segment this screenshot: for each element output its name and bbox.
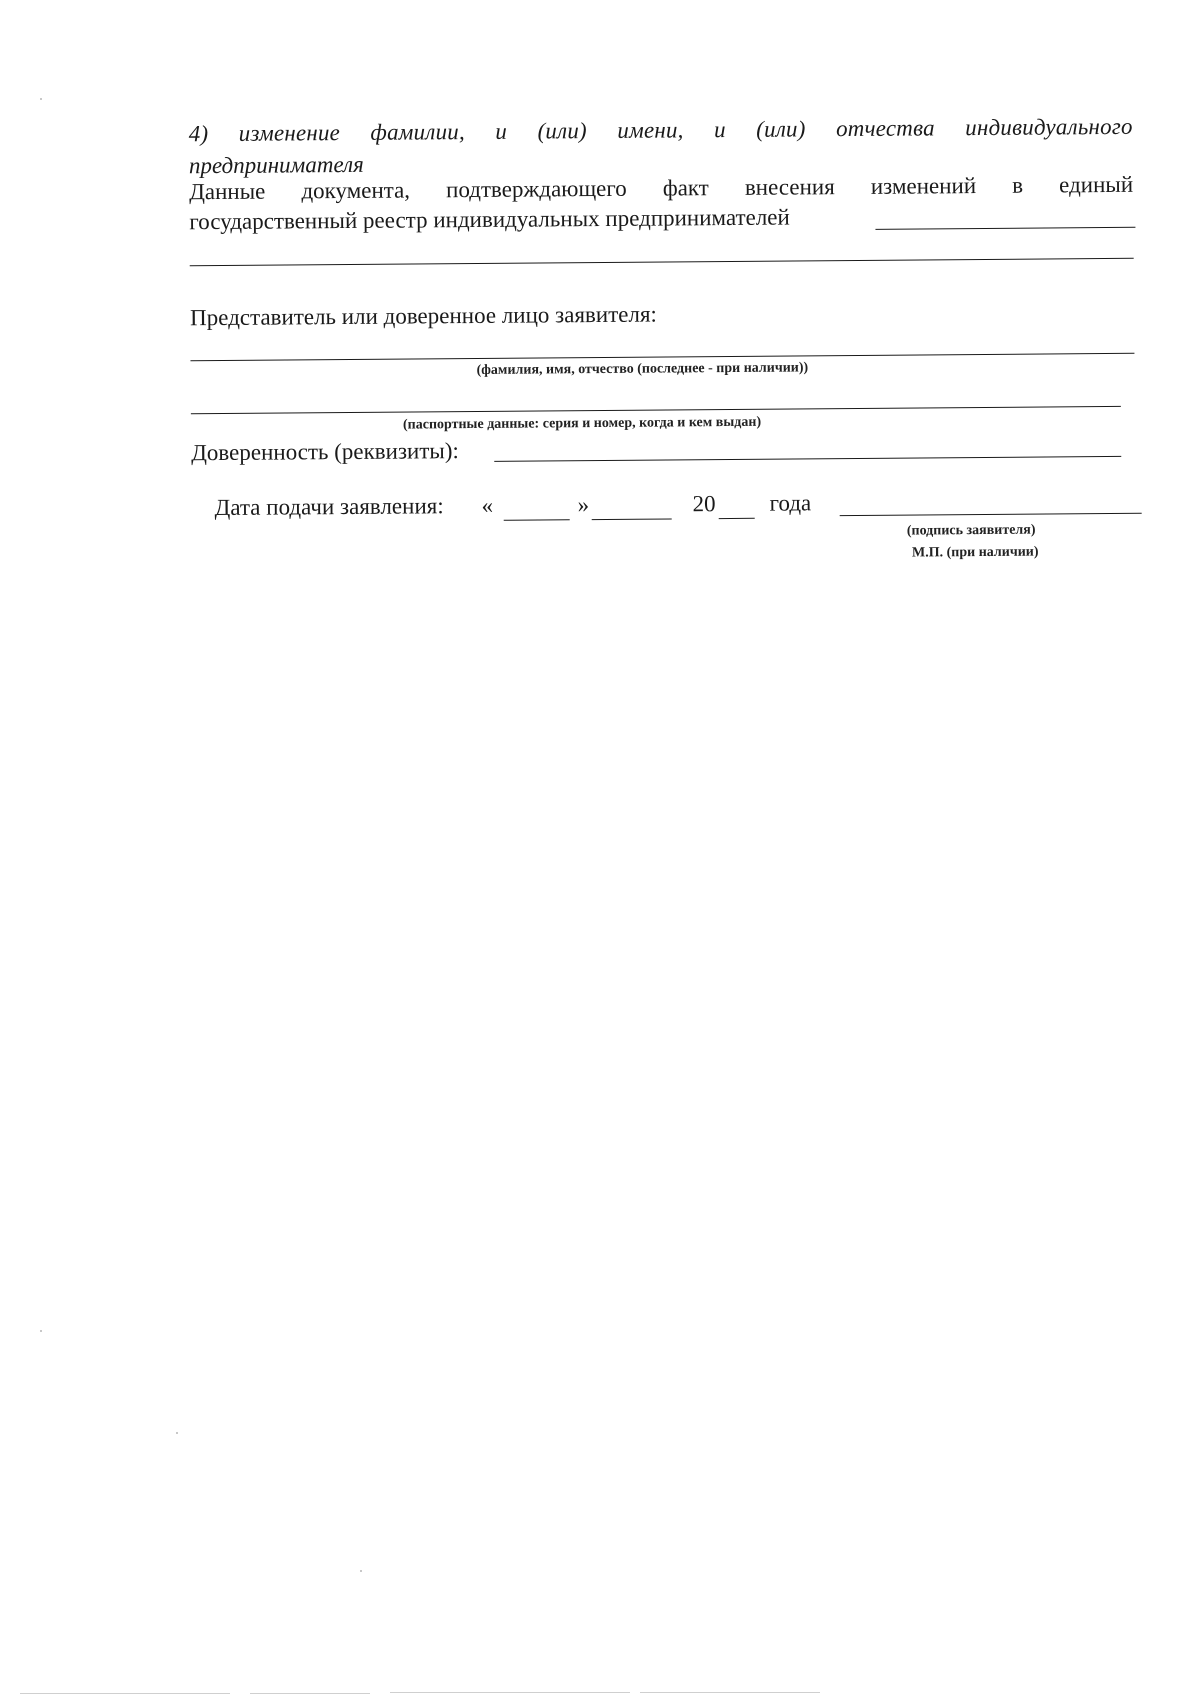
scan-speck	[40, 1330, 42, 1332]
passport-data-line[interactable]	[191, 406, 1121, 414]
date-open-quote: «	[481, 492, 494, 518]
scan-speck	[40, 98, 42, 100]
date-year-prefix: 20	[692, 491, 716, 517]
stamp-caption: М.П. (при наличии)	[911, 544, 1039, 561]
section-4-heading	[189, 111, 1133, 150]
scan-edge-line	[640, 1692, 820, 1693]
scan-speck	[360, 1570, 362, 1572]
date-year-line[interactable]	[719, 518, 755, 519]
representative-label: Представитель или доверенное лицо заявителя:	[190, 301, 657, 331]
submission-date-label: Дата подачи заявления:	[214, 493, 444, 521]
scan-edge-line	[250, 1693, 370, 1694]
signature-caption: (подпись заявителя)	[906, 522, 1036, 539]
date-year-suffix: года	[769, 490, 812, 516]
representative-name-caption: (фамилия, имя, отчество (последнее - при наличии))	[476, 360, 809, 378]
power-of-attorney-line[interactable]	[494, 456, 1121, 462]
date-day-line[interactable]	[504, 519, 570, 521]
scan-speck	[176, 1432, 178, 1434]
scan-edge-line	[390, 1692, 630, 1693]
section-4-heading-text: 4) изменение фамилии, и (или) имени, и (или) отчества индивидуального	[188, 113, 1133, 147]
date-month-line[interactable]	[592, 518, 672, 520]
registry-fill-line[interactable]	[875, 227, 1135, 230]
passport-data-caption: (паспортные данные: серия и номер, когда и кем выдан)	[402, 414, 762, 433]
signature-line[interactable]	[840, 513, 1142, 516]
registry-label: государственный реестр индивидуальных предпринимателей	[189, 204, 790, 235]
scan-edge-line	[20, 1693, 230, 1694]
power-of-attorney-label: Доверенность (реквизиты):	[191, 438, 459, 466]
section-4-heading-continuation: предпринимателя	[188, 151, 364, 179]
date-close-quote: »	[577, 492, 590, 518]
document-data-label-text: Данные документа, подтверждающего факт внесения изменений в единый	[189, 171, 1134, 205]
representative-name-line[interactable]	[190, 353, 1134, 361]
registry-fill-line-2[interactable]	[190, 258, 1134, 266]
